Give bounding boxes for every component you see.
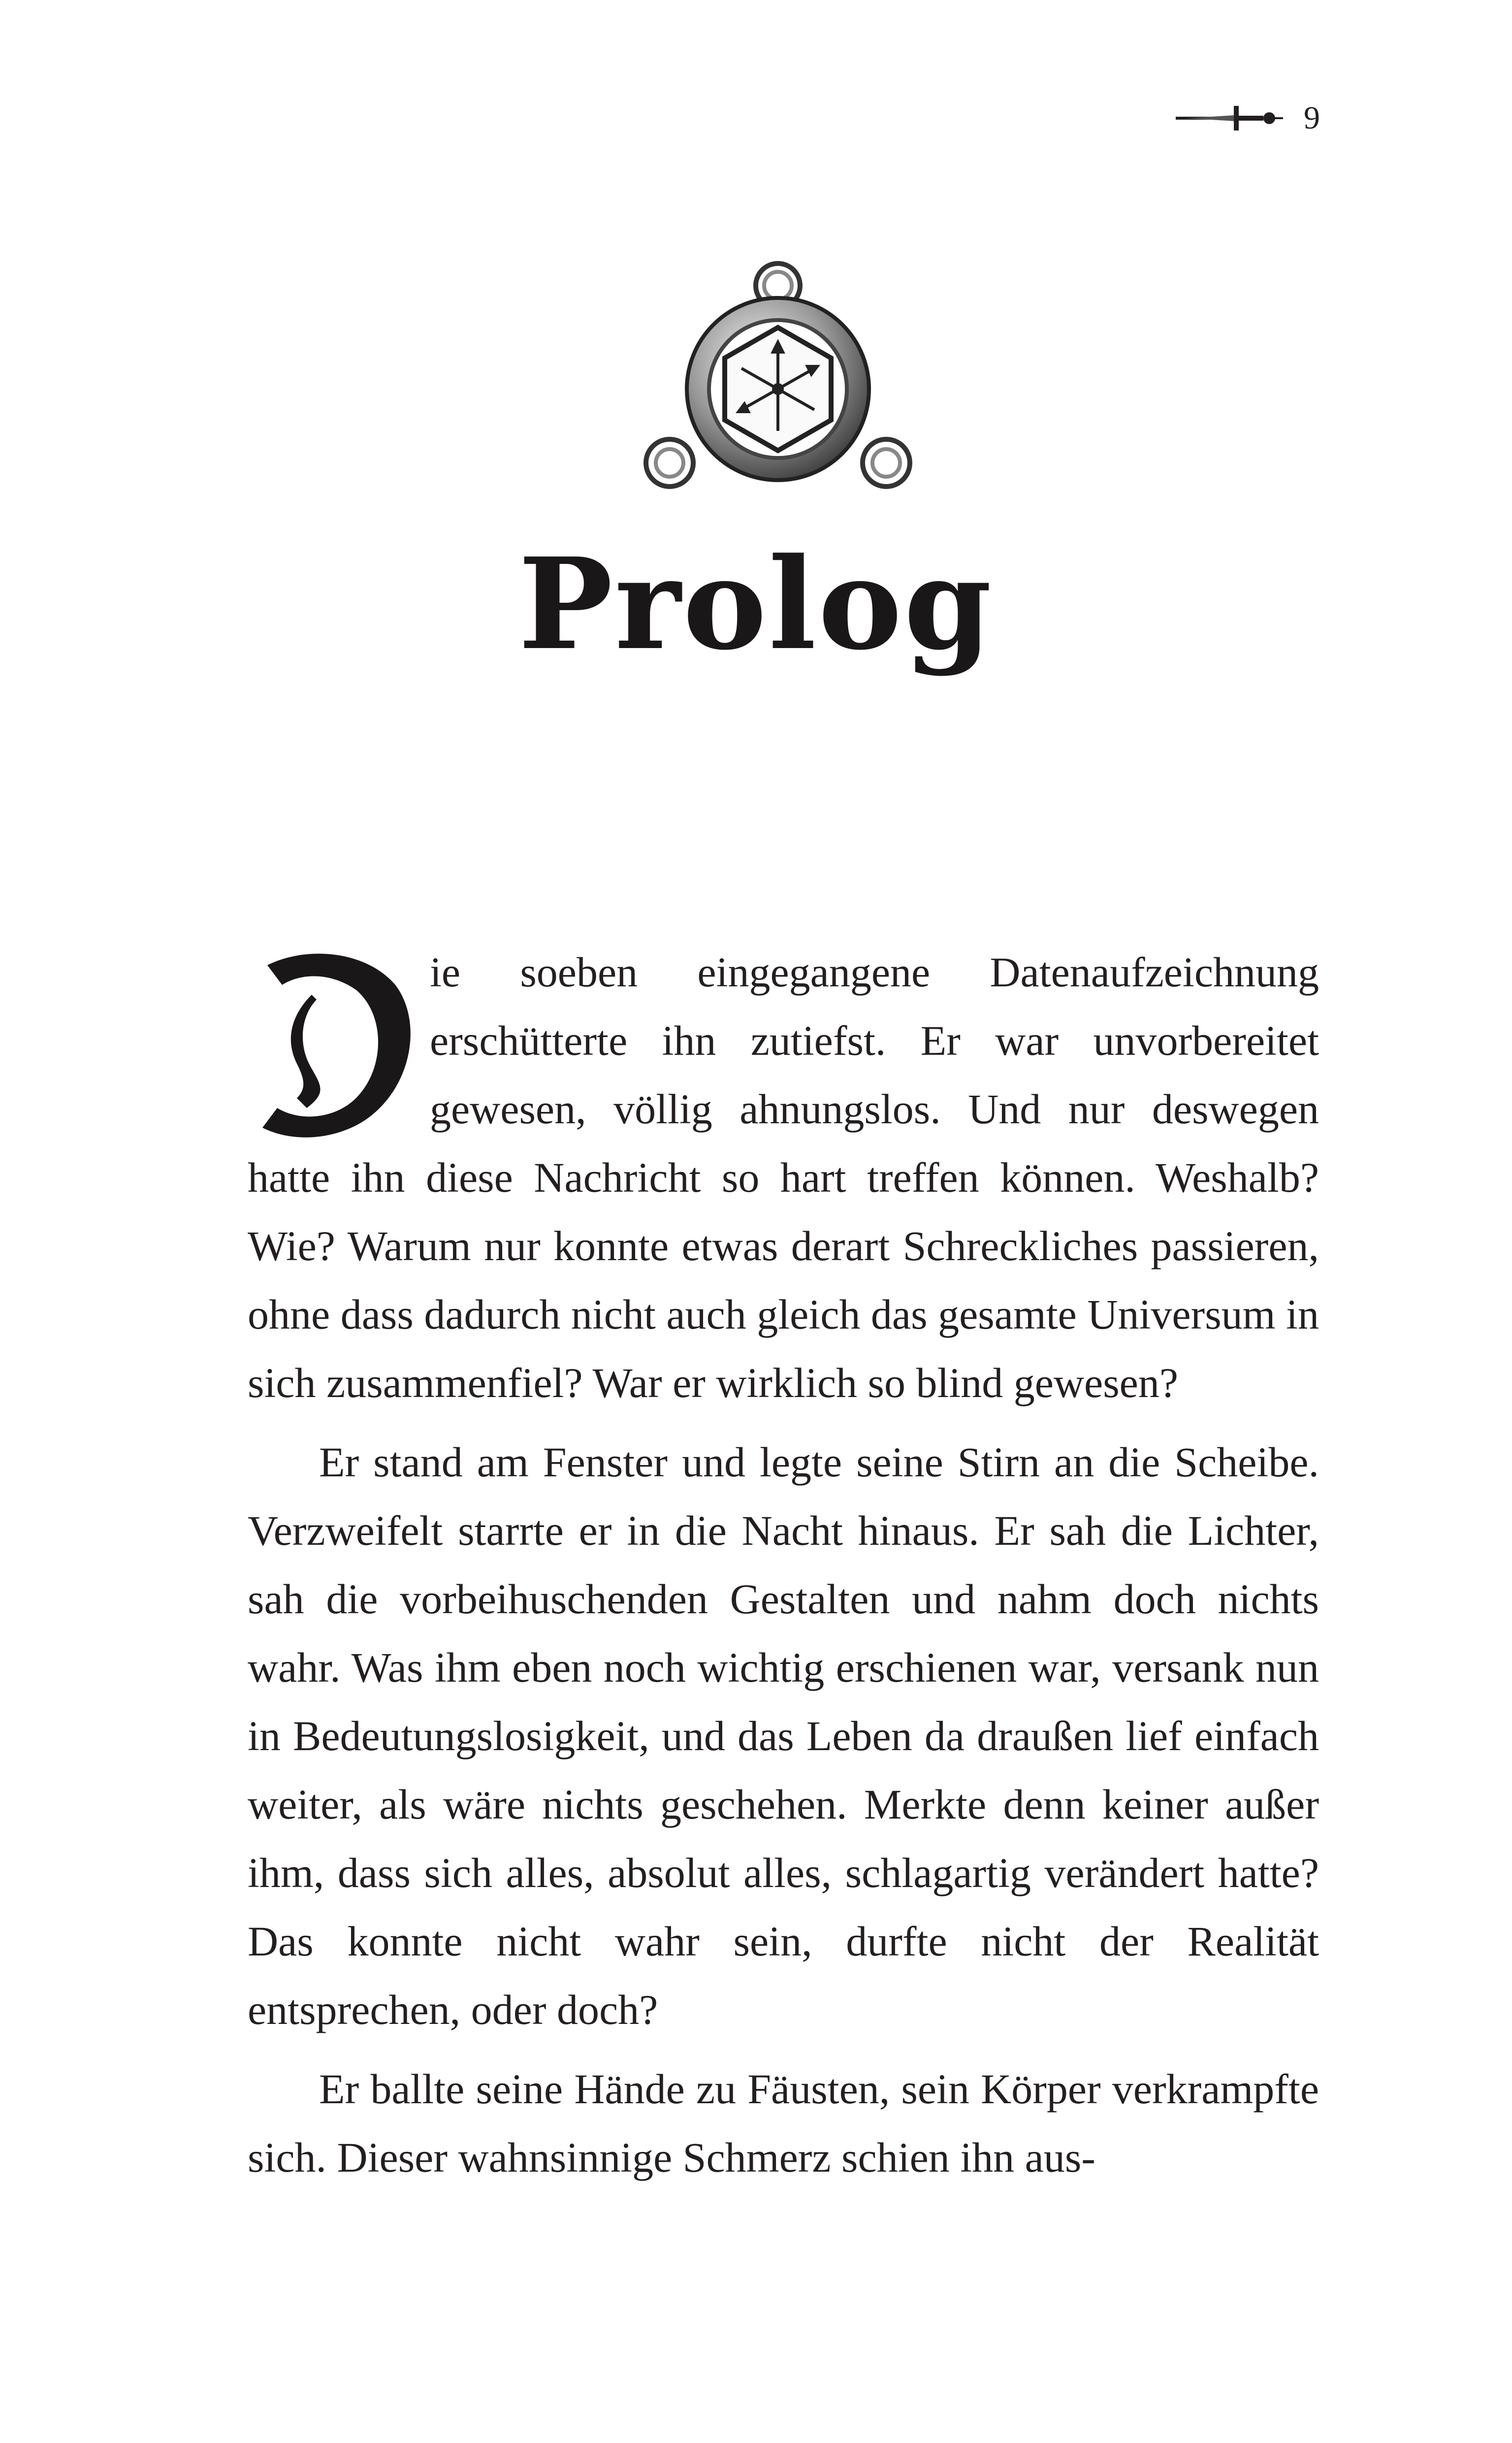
- page-header: [1176, 101, 1320, 135]
- hexagon-compass-emblem-icon: [640, 256, 916, 502]
- paragraph-2: Er stand am Fenster und legte seine Stirn an die Scheibe. Verzweifelt starrte er in die Nacht hinaus. Er sah die Lichter, sah die vorbeihuschenden Gestalten und nahm doch nichts wahr. Was ihm eben noch wichtig erschienen war, versank nun in Bedeutungslosigkeit, und das Leben da draußen lief einfach weiter, als wäre nichts geschehen. Merkte denn keiner außer ihm, dass sich alles, absolut alles, schlagartig verändert hatte? Das konnte nicht wahr sein, durfte nicht der Realität entsprechen, oder doch?: [248, 1438, 1319, 2033]
- page-number: 9: [1304, 100, 1320, 136]
- drop-cap-d: [248, 945, 415, 1142]
- chapter-title: Prolog: [518, 531, 994, 678]
- paragraph-3: Er ballte seine Hände zu Fäusten, sein Körper verkrampfte sich. Dieser wahnsinnige Schmerz schien ihn aus-: [248, 2065, 1319, 2181]
- dagger-icon: [1176, 101, 1284, 135]
- paragraph-1-text: ie soeben eingegangene Datenaufzeichnung erschütterte ihn zutiefst. Er war unvorbereitet gewesen, völlig ahnungslos. Und nur deswegen hatte ihn diese Nachricht so hart treffen können. Weshalb? Wie? Warum nur konnte etwas derart Schreckliches passieren, ohne dass dadurch nicht auch gleich das gesamte Universum in sich zusammenfiel? War er wirklich so blind gewesen?: [248, 948, 1319, 1406]
- paragraph-1: [248, 938, 1319, 1417]
- body-text: [248, 938, 1319, 2203]
